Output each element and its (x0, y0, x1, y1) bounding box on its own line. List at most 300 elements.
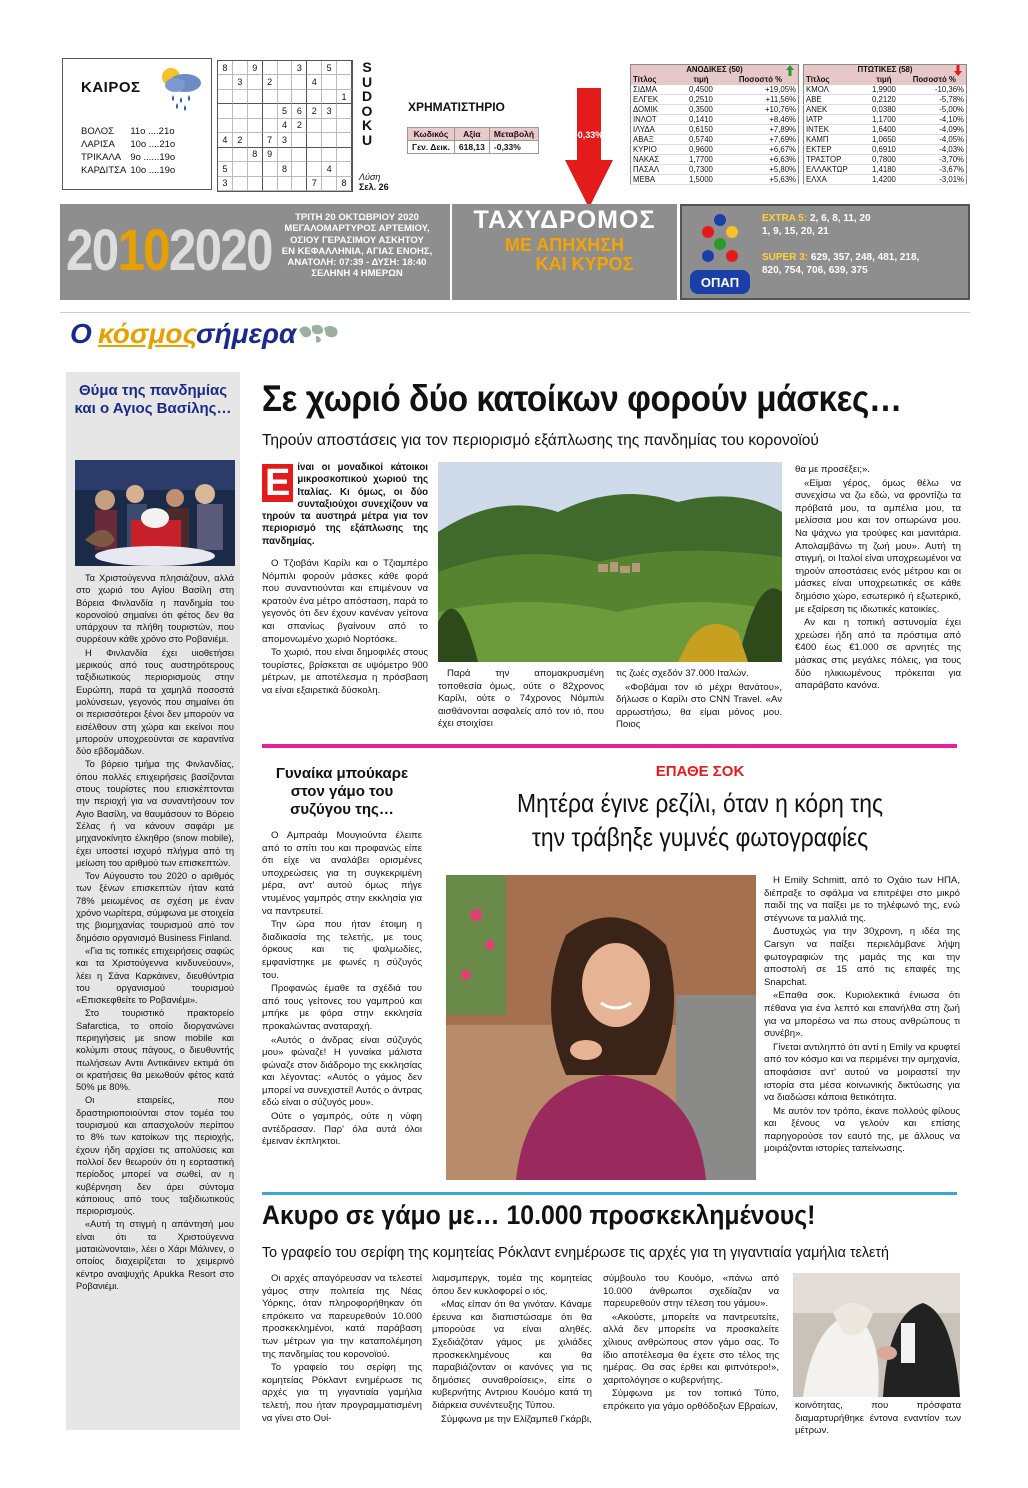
super3-label: SUPER 3: (762, 252, 809, 263)
wedding-article-column (262, 1273, 422, 1426)
percent-cell: +6,67% (723, 145, 799, 155)
percent-cell: -5,78% (903, 95, 967, 105)
ticker-cell: ΝΑΚΑΣ (631, 155, 679, 165)
paragraph: Την ώρα που ήταν έτοιμη η διαδικασία της τελετής, με τους όρκους και τις ψαλμωδίες, εμφανίστηκε με φωνές η σύζυγός του. (262, 919, 422, 981)
paragraph: Η Emily Schmitt, από το Οχάιο των ΗΠΑ, διέπραξε το σφάλμα να επιτρέψει στο μικρό παιδί της να παίξει με το τηλέφωνό της, ενώ στέγνωνε τα μαλλιά της. (764, 875, 960, 924)
sudoku-cell: 3 (322, 104, 337, 118)
sudoku-cell: 3 (278, 133, 293, 147)
wedding-subheadline: Το γραφείο του σερίφη της κομητείας Ρόκλαντ ενημέρωσε τις αρχές για τη γιγαντιαία γαμήλια τελετή (262, 1245, 889, 1261)
wedding-article-column (603, 1273, 779, 1415)
date-line: ΤΡΙΤΗ 20 ΟΚΤΩΒΡΙΟΥ 2020 (295, 212, 419, 223)
sudoku-letter: K (361, 117, 373, 133)
paragraph: «Μας είπαν ότι θα γινόταν. Κάναμε έρευνα και διαπιστώσαμε ότι θα μπορούσε να είναι αληθές. Σχεδιάζόταν γάμος με χιλιάδες προσκεκλημένους και θα παραβιάζονταν οι κανόνες για τις δημόσιες συναθροίσεις», είπε ο κυβερνήτης Αντριου Κουόμο κατά τη διάρκεια συνέντευξης Τύπου. (432, 1299, 592, 1411)
weather-title: ΚΑΙΡΟΣ (81, 79, 141, 96)
weather-row (81, 151, 179, 164)
percent-cell: -5,00% (903, 105, 967, 115)
sudoku-letter: O (361, 102, 373, 119)
price-cell: 0,6910 (865, 145, 902, 155)
paragraph: «Είμαι γέρος, όμως θέλω να συνεχίσω να ζω εδώ, να φροντίζω τα πρόβατά μου, τα αμπέλια μου, τα μελίσσια μου και τον οπωρώνα μου. Να ψάχνω για τρούφες και μανιτάρια. Απολαμβάνω τη ζωή μου». Αυτή τη στιγμή, οι Ιταλοί είναι υποχρεωμένοι να τηρούν αποστάσεις ενός μέτρου και οι μάσκες είναι υποχρεωτικές σε κάθε δημόσιο χώρο, εσωτερικό ή εξωτερικό, με εξαίρεση τις ιδιωτικές κατοικίες. (795, 477, 961, 615)
paragraph: Στο τουριστικό πρακτορείο Safarctica, το οποίο διοργανώνει περιηγήσεις με snow mobile και κολύμπι στους πάγους, ο διευθυντής πωλήσεων Αντιι Αντικάινεν εκτιμά ότι οι κρατήσεις θα μειωθούν φέτος κατά 50% με 80%. (76, 1008, 234, 1093)
wedding-article-column (432, 1273, 592, 1427)
paragraph: «Για τις τοπικές επιχειρήσεις σαφώς και τα Χριστούγεννα κινδυνεύουν», λέει η Σάνα Καρκάινεν, διευθύντρια του οργανισμού τουρισμού «Επισκεφθείτε το Ροβανιέμι». (76, 945, 234, 1006)
sudoku-cell (263, 61, 278, 75)
ticker-cell: ΑΝΕΚ (804, 105, 866, 115)
ticker-cell: ΕΛΓΕΚ (631, 95, 679, 105)
sudoku-cell (278, 61, 293, 75)
paragraph: Ο Αμπραάμ Μουγιούντα έλειπε από το σπίτι του και προφανώς είπε ότι είχε να αναλάβει ορισμένες υποχρεώσεις για τη συγκεκριμένη μέρα, αντ' αυτού όμως πήγε ντυμένος γαμπρός στην εκκλησία για να παντρευτεί. (262, 830, 422, 917)
percent-cell: -3,67% (903, 165, 967, 175)
price-cell: 1,4200 (865, 175, 902, 185)
sudoku-cell: 3 (218, 177, 233, 191)
date-line: ΣΕΛΗΝΗ 4 ΗΜΕΡΩΝ (311, 268, 403, 280)
lede-text: ίναι οι μοναδικοί κάτοικοι μικροσκοπικού χωριού της Ιταλίας. Κι όμως, οι δύο συνταξιούχοι συνεχίζουν να τηρούν τα αυστηρά μέτρα για τον περιορισμό της εξάπλωσης της πανδημίας. (262, 462, 428, 547)
loser-row (804, 85, 967, 95)
sudoku-cell (292, 148, 307, 162)
sudoku-cell (337, 133, 352, 147)
price-cell: 0,2510 (679, 95, 723, 105)
gainers-title: ΑΝΟΔΙΚΕΣ (50) (686, 65, 743, 75)
paragraph: «Επαθα σοκ. Κυριολεκτικά ένιωσα ότι πέθανα για ένα λεπτό και επανήλθα στη ζωή για να μπορέσω να πω στους ανθρώπους τι συνέβη». (764, 990, 960, 1040)
gainers-table (630, 64, 799, 185)
paragraph: τις ζωές σχεδόν 37.000 Ιταλών. (616, 668, 749, 679)
sudoku-cell (233, 148, 248, 162)
percent-cell: +6,63% (723, 155, 799, 165)
mountain-village-photo (438, 462, 782, 662)
santa-crowd-photo (75, 460, 235, 566)
temperature: 9ο ......19ο (130, 152, 176, 163)
sudoku-cell (248, 104, 263, 118)
sudoku-cell: 8 (337, 177, 352, 191)
ticker-cell: ΚΜΟΛ (804, 85, 866, 95)
extra5-numbers: 1, 9, 15, 20, 21 (762, 226, 829, 237)
ticker-cell: ΤΡΑΣΤΟΡ (804, 155, 866, 165)
ticker-cell: ΣΙΔΜΑ (631, 85, 679, 95)
sudoku-cell (233, 104, 248, 118)
sudoku-label (360, 60, 374, 147)
sudoku-cell: 4 (322, 162, 337, 176)
paragraph: Το χωριό, που είναι δημοφιλές στους τουρίστες, βρίσκεται σε υψόμετρο 900 μέτρων, με αποτέλεσμα η πρόσβαση να είναι εξαιρετικά δύσκολη. (262, 647, 428, 697)
paragraph: Το γραφείο του σερίφη της κομητείας Ρόκλαντ ενημέρωσε τις αρχές για τη γιγαντιαία γαμήλια τελετή, που ήταν προγραμματισμένη να γίνει στο Ουί- (262, 1362, 422, 1424)
header-code: Κωδικός (408, 128, 455, 141)
gainer-row (631, 175, 799, 185)
sudoku-cell (337, 75, 352, 89)
date-month: 10 (117, 218, 169, 283)
sudoku-cell: 5 (322, 61, 337, 75)
headline-line: την τράβηξε γυμνές φωτογραφίες (531, 822, 869, 852)
percent-cell: -4,05% (903, 135, 967, 145)
main-subheadline: Τηρούν αποστάσεις για τον περιορισμό εξάπλωσης της πανδημίας του κορονοϊού (262, 432, 819, 449)
sudoku-cell (292, 133, 307, 147)
sudoku-cell (322, 177, 337, 191)
percent-cell: -3,70% (903, 155, 967, 165)
paragraph: Ο Τζιοβάνι Καρίλι και ο Τζιαμπέρο Νόμπιλι φορούν μάσκες κάθε φορά που συναντιούνται και επιμένουν να κρατούν ένα μέτρο απόσταση, παρά το γεγονός ότι δεν έχουν κανέναν γείτονα και σπανίως βγαίνουν από το απομονωμένο χωριό Νορτόσκε. (262, 558, 428, 645)
index-name: Γεν. Δεικ. (408, 141, 455, 154)
extra5-numbers: 2, 6, 8, 11, 20 (809, 213, 871, 224)
sudoku-cell: 8 (278, 162, 293, 176)
sudoku-cell: 7 (263, 133, 278, 147)
losers-title: ΠΤΩΤΙΚΕΣ (58) (857, 65, 913, 75)
paragraph: θα με προσέξει;». (795, 464, 870, 475)
sudoku-cell: 8 (218, 61, 233, 75)
wedding-crash-headline: Γυναίκα μπούκαρε στον γάμο του συζύγου της… (275, 765, 409, 818)
loser-row (804, 125, 967, 135)
price-cell: 1,4180 (865, 165, 902, 175)
sudoku-cell (307, 90, 322, 104)
paragraph: Παρά την απομακρυσμένη τοποθεσία όμως, ούτε ο 82χρονος Καρίλι, ούτε ο 74χρονος Νόμπιλι αισθάνονται ασφαλείς από τον ιό, που έχει στοιχίσει (438, 668, 604, 730)
percent-cell: -3,01% (903, 175, 967, 185)
sudoku-cell (263, 177, 278, 191)
sudoku-cell (278, 90, 293, 104)
newspaper-name: ΤΑΧΥΔΡΟΜΟΣ (473, 206, 656, 234)
sudoku-cell (218, 75, 233, 89)
paragraph: Σύμφωνα με την Ελίζαμπεθ Γκάρβι, (441, 1413, 592, 1425)
paragraph: Με αυτόν τον τρόπο, έκανε πολλούς φίλους και ξένους να γελούν και επίσης παρηγορούσε τον εαυτό της, με άλλους να μοιράζονται ιστορίες ταπείνωσης. (764, 1105, 960, 1155)
percent-cell: -4,10% (903, 115, 967, 125)
world-map-icon (296, 322, 342, 346)
sudoku-cell (218, 148, 233, 162)
sudoku-cell: 1 (337, 90, 352, 104)
sudoku-cell (307, 162, 322, 176)
losers-table (803, 64, 967, 185)
sudoku-cell (263, 119, 278, 133)
paragraph: «Ακούστε, μπορείτε να παντρευτείτε, αλλά δεν μπορείτε να προσκαλείτε χίλιους ανθρώπους στον γάμο σας. Το ίδιο αποτέλεσμα θα έχετε στο τέλος της ημέρας. Θα σας έρθει και φιπνότερο!», χαριτολόγησε ο κυβερνήτης. (603, 1311, 779, 1386)
sudoku-cell (292, 90, 307, 104)
sudoku-cell: 2 (233, 133, 248, 147)
sudoku-cell: 7 (307, 177, 322, 191)
sudoku-solution-note (359, 172, 389, 192)
sudoku-cell: 3 (233, 75, 248, 89)
main-article-column (795, 464, 961, 694)
paragraph: λιαμσμπεργκ, τομέα της κομητείας όπου δεν κυκλοφορεί ο ιός. (432, 1273, 592, 1297)
gainer-row (631, 145, 799, 155)
sudoku-cell (233, 61, 248, 75)
percent-cell: -10,36% (903, 85, 967, 95)
weather-table (81, 125, 179, 177)
wedding-photo-caption (795, 1400, 961, 1439)
loser-row (804, 145, 967, 155)
down-arrow-small-icon (954, 65, 962, 76)
gainer-row (631, 135, 799, 145)
sudoku-cell: 2 (292, 119, 307, 133)
section-word: σήμερα (196, 318, 297, 349)
article-divider (262, 1192, 957, 1195)
price-cell: 0,2120 (865, 95, 902, 105)
paragraph: σύμβουλο του Κουόμο, «πάνω από 10.000 άνθρωποι σχεδίαζαν να παρευρεθούν στην τέλεση του γάμου». (603, 1273, 779, 1310)
header-change: Μεταβολή (489, 128, 538, 141)
section-header (60, 312, 310, 362)
temperature: 10ο ....19ο (130, 165, 176, 176)
temperature: 11ο ....21ο (130, 126, 175, 137)
col-title: Τίτλος (804, 75, 866, 85)
ticker-cell: ΕΛΧΑ (804, 175, 866, 185)
sudoku-cell (337, 162, 352, 176)
sudoku-cell (337, 61, 352, 75)
newspaper-slogan (452, 236, 677, 274)
date-line: ΑΝΑΤΟΛΗ: 07:39 - ΔΥΣΗ: 18:40 (287, 257, 427, 269)
woman-portrait-photo (446, 875, 756, 1180)
price-cell: 0,0380 (865, 105, 902, 115)
sudoku-cell (337, 148, 352, 162)
sudoku-letter: U (361, 73, 373, 90)
percent-cell: +19,05% (723, 85, 799, 95)
sudoku-letter: S (362, 59, 372, 75)
sudoku-cell (248, 162, 263, 176)
sudoku-cell (263, 162, 278, 176)
sudoku-cell (322, 119, 337, 133)
sudoku-letter: U (361, 131, 373, 148)
ticker-cell: ΜΕΒΑ (631, 175, 679, 185)
header-value: Αξία (454, 128, 489, 141)
percent-cell: +5,80% (723, 165, 799, 175)
date-line: ΟΣΙΟΥ ΓΕΡΑΣΙΜΟΥ ΑΣΚΗΤΟΥ (290, 234, 424, 246)
lottery-results (762, 212, 919, 277)
ticker-cell: ΚΥΡΙΟ (631, 145, 679, 155)
sudoku-cell (278, 177, 293, 191)
price-cell: 0,5740 (679, 135, 723, 145)
weather-box (62, 58, 212, 190)
city-name: ΚΑΡΔΙΤΣΑ (81, 165, 127, 176)
date-day: 20 (66, 218, 118, 283)
ticker-cell: ΑΒΕ (804, 95, 866, 105)
ticker-cell: ΕΚΤΕΡ (804, 145, 866, 155)
wedding-headline: Ακυρο σε γάμο με… 10.000 προσκεκλημένους! (262, 1200, 816, 1230)
sudoku-cell: 5 (278, 104, 293, 118)
mother-article-body (764, 875, 960, 1157)
sudoku-cell: 9 (263, 148, 278, 162)
headline-line: Μητέρα έγινε ρεζίλι, όταν η κόρη της (517, 788, 883, 818)
city-name: ΛΑΡΙΣΑ (81, 139, 115, 150)
loser-row (804, 175, 967, 185)
loser-row (804, 115, 967, 125)
sudoku-cell (292, 177, 307, 191)
percent-cell: +10,76% (723, 105, 799, 115)
caption-text: κοινότητας, που πρόσφατα διαμαρτυρήθηκε έντονα εναντίον των μέτρων. (795, 1400, 961, 1437)
sudoku-cell: 3 (292, 61, 307, 75)
ticker-cell: ΙΛΥΔΑ (631, 125, 679, 135)
price-cell: 0,4500 (679, 85, 723, 95)
wedding-couple-photo (793, 1273, 960, 1397)
percent-cell: +5,63% (723, 175, 799, 185)
ticker-cell: ΙΑΤΡ (804, 115, 866, 125)
sudoku-cell: 5 (218, 162, 233, 176)
solution-label: Λύση (359, 172, 381, 182)
sudoku-cell: 4 (218, 133, 233, 147)
price-cell: 1,7700 (679, 155, 723, 165)
sudoku-cell (322, 133, 337, 147)
date-line: ΜΕΓΑΛΟΜΑΡΤΥΡΟΣ ΑΡΤΕΜΙΟΥ, (284, 223, 430, 235)
main-article-column (438, 668, 604, 732)
loser-row (804, 105, 967, 115)
sudoku-cell: 6 (292, 104, 307, 118)
ticker-cell: ΑΒΑΞ (631, 135, 679, 145)
paragraph: Δυστυχώς για την 30χρονη, η ιδέα της Carsyn να παίξει περιελάμβανε λήψη φωτογραφιών της μαμάς της και την αποστολή σε 15 από τις επαφές της Snapchat. (764, 926, 960, 988)
percent-cell: -4,09% (903, 125, 967, 135)
super3-numbers: 629, 357, 248, 481, 218, (810, 252, 920, 263)
paragraph: Τα Χριστούγεννα πλησιάζουν, αλλά στο χωριό του Αγίου Βασίλη στη Βόρεια Φινλανδία η πανδημία του κορονοϊού σημαίνει ότι φέτος δεν θα υπάρχουν τα πλήθη τουριστών, που συρρέουν κάθε χρόνο στο Ροβανιέμι. (76, 573, 234, 645)
price-cell: 1,1700 (865, 115, 902, 125)
sudoku-cell (218, 119, 233, 133)
paragraph: «Αυτή τη στιγμή η απάντησή μου είναι ότι τα Χριστούγεννα ματαιώνονται», λέει ο Χάρι Μάλινεν, ο οποίος διαχειρίζεται το χειμερινό κέντρο αναψυχής Apukka Resort στο Ροβανιέμι. (76, 1219, 234, 1291)
sudoku-cell (248, 177, 263, 191)
price-cell: 0,3500 (679, 105, 723, 115)
sudoku-cell (233, 90, 248, 104)
index-value: 618,13 (454, 141, 489, 154)
sudoku-cell (292, 75, 307, 89)
article-divider (262, 744, 957, 748)
paragraph: «Φοβάμαι τον ιό μέχρι θανάτου», δήλωσε ο Καρίλι στο CNN Travel. «Αν αρρωστήσω, θα είμαι μόνος μου. Ποιος (616, 681, 782, 731)
col-percent: Ποσοστό % (903, 75, 967, 85)
extra5-label: EXTRA 5: (762, 213, 808, 224)
sudoku-cell (337, 119, 352, 133)
sudoku-cell (322, 148, 337, 162)
loser-row (804, 165, 967, 175)
sudoku-cell (233, 119, 248, 133)
sidebar-article-title: Θύμα της πανδημίας και ο Αγιος Βασίλης… (74, 382, 232, 417)
sudoku-cell (322, 90, 337, 104)
wedding-crash-body (262, 830, 422, 1150)
sudoku-cell: 2 (263, 75, 278, 89)
percent-cell: -4,03% (903, 145, 967, 155)
percent-cell: +8,46% (723, 115, 799, 125)
city-name: ΒΟΛΟΣ (81, 126, 114, 137)
sudoku-cell: 2 (307, 104, 322, 118)
section-word: κόσμος (98, 318, 198, 349)
main-article-column (262, 462, 428, 699)
price-cell: 0,6150 (679, 125, 723, 135)
sudoku-cell: 9 (248, 61, 263, 75)
percent-cell: +11,56% (723, 95, 799, 105)
sudoku-cell (337, 104, 352, 118)
sudoku-cell: 4 (278, 119, 293, 133)
super3-numbers: 820, 754, 706, 639, 375 (762, 265, 868, 276)
paragraph: Οι εταιρείες, που δραστηριοποιούνται στον τομέα του τουρισμού και απασχολούν περίπου το 8% των κατοίκων της περιοχής, έχουν ήδη αρχίσει τις απολύσεις και πολλοί δεν θεωρούν ότι η εορταστική περίοδος μπορεί να σωθεί, αν η κυβέρνηση δεν άρει σύντομα κάποιους από τους ταξιδιωτικούς περιορισμούς. (76, 1095, 234, 1217)
percent-cell: +7,89% (723, 125, 799, 135)
rain-cloud-icon (155, 65, 207, 113)
sudoku-cell: 4 (307, 75, 322, 89)
col-title: Τίτλος (631, 75, 679, 85)
slogan-line: ΜΕ ΑΠΗΧΗΣΗ (504, 235, 625, 255)
ticker-cell: ΙΝΤΕΚ (804, 125, 866, 135)
paragraph: Σύμφωνα με τον τοπικό Τύπο, επρόκειτο για γάμο ορθόδοξων Εβραίων, (603, 1388, 779, 1412)
ticker-cell: ΠΑΣΑΛ (631, 165, 679, 175)
sudoku-cell (218, 104, 233, 118)
drop-cap: Ε (262, 464, 293, 502)
gainer-row (631, 115, 799, 125)
weather-row (81, 138, 179, 151)
sudoku-letter: D (361, 88, 373, 104)
mother-headline (471, 786, 929, 854)
sudoku-cell: 8 (248, 148, 263, 162)
sidebar-article-body (76, 572, 234, 1293)
col-percent: Ποσοστό % (723, 75, 799, 85)
price-cell: 0,1410 (679, 115, 723, 125)
price-cell: 0,7300 (679, 165, 723, 175)
main-article-column (616, 668, 782, 733)
sudoku-grid (217, 60, 353, 192)
paragraph: Το βόρειο τμήμα της Φινλανδίας, όπου πολλές επιχειρήσεις βασίζονται στους τουρίστες που επισκέπτονται την περιοχή για να συναντήσουν τον Αγιο Βασίλη, να θαυμάσουν το Βόρειο Σέλας ή να κάνουν σαφάρι με μηχανοκίνητο έλκηθρο (snow mobile), έχει υποστεί ισχυρό πλήγμα από τη μείωση του αριθμού των επισκεπτών. (76, 759, 234, 868)
sudoku-cell (322, 75, 337, 89)
article-kicker: ΕΠΑΘΕ ΣΟΚ (655, 763, 745, 780)
opap-logo-text: ΟΠΑΠ (700, 275, 740, 290)
paragraph: Ούτε ο γαμπρός, ούτε η νύφη αντέδρασαν. Παρ' όλα αυτά όλοι έμειναν έκπληκτοι. (262, 1111, 422, 1148)
sudoku-cell (248, 90, 263, 104)
loser-row (804, 155, 967, 165)
ticker-cell: ΙΝΛΟΤ (631, 115, 679, 125)
section-word: Ο (70, 318, 92, 349)
down-arrow-icon (565, 88, 613, 208)
price-cell: 1,9900 (865, 85, 902, 95)
date-details (268, 212, 446, 280)
sudoku-cell (218, 90, 233, 104)
gainer-row (631, 95, 799, 105)
stock-market-title: ΧΡΗΜΑΤΙΣΤΗΡΙΟ (408, 100, 505, 114)
price-cell: 0,7800 (865, 155, 902, 165)
paragraph: Αν και η τοπική αστυνομία έχει χρεώσει ήδη από τα πρόστιμα από €400 έως €1.000 σε αρνητές της μάσκας στις μεγάλες πόλεις, για τους δύο ηλικιωμένους πρόκειται για απαράβατο κανόνα. (795, 617, 961, 692)
loser-row (804, 135, 967, 145)
sudoku-cell (307, 119, 322, 133)
sudoku-cell (307, 133, 322, 147)
paragraph: Οι αρχές απαγόρευσαν να τελεστεί γάμος στην πολιτεία της Νέας Υόρκης, όταν πληροφορήθηκαν ότι επρόκειτο να παρευρεθούν 10.000 προσκεκλημένοι, κατά παράβαση των μέτρων για την καταπολέμηση της πανδημίας του κορονοϊού. (262, 1273, 422, 1360)
paragraph: Προφανώς έμαθε τα σχέδιά του από τους γείτονες του γαμπρού και μπήκε με φόρα στην εκκλησία προκαλώντας αναταραχή. (262, 983, 422, 1032)
ticker-cell: ΔΟΜΙΚ (631, 105, 679, 115)
ticker-cell: ΕΛΛΑΚΤΩΡ (804, 165, 866, 175)
issue-date (66, 212, 272, 290)
sudoku-cell (292, 162, 307, 176)
slogan-line: ΚΑΙ ΚΥΡΟΣ (535, 254, 634, 274)
sudoku-cell (233, 162, 248, 176)
sudoku-cell (278, 148, 293, 162)
main-headline: Σε χωριό δύο κατοίκων φορούν μάσκες… (262, 378, 902, 419)
sudoku-cell (263, 90, 278, 104)
sudoku-cell (307, 61, 322, 75)
weather-row (81, 164, 179, 177)
sudoku-cell (263, 104, 278, 118)
gainer-row (631, 125, 799, 135)
sudoku-cell (248, 75, 263, 89)
percent-cell: +7,69% (723, 135, 799, 145)
opap-logo-icon (688, 210, 752, 298)
up-arrow-icon (786, 65, 794, 76)
sudoku-cell (307, 148, 322, 162)
gainer-row (631, 165, 799, 175)
sudoku-cell (233, 177, 248, 191)
sudoku-cell (248, 133, 263, 147)
main-article-lede (262, 462, 428, 548)
weather-row (81, 125, 179, 138)
paragraph: «Αυτός ο άνδρας είναι σύζυγός μου» φώναζε! Η γυναίκα μάλιστα φώναζε στον διάδρομο της εκκλησίας και λέγοντας: «Αυτός ο γάμος δεν μπορεί να συνεχιστεί! Αυτός ο άντρας εδώ είναι ο σύζυγός μου». (262, 1034, 422, 1109)
loser-row (804, 95, 967, 105)
price-cell: 0,9600 (679, 145, 723, 155)
paragraph: Η Φινλανδία έχει υιοθετήσει μερικούς από τους αυστηρότερους ταξιδιωτικούς περιορισμούς στην Ευρώπη, παρά τα χαμηλά ποσοστά μολύνσεων, γεγονός που σημαίνει ότι οι περισσότεροι ξένοι δεν μπορούν να εισέλθουν στη χώρα και εκείνοι που μπορούν υποχρεούνται σε καραντίνα δύο εβδομάδων. (76, 647, 234, 757)
col-price: τιμή (679, 75, 723, 85)
date-line: ΕΝ ΚΕΦΑΛΛΗΝΙΑ, ΑΓΙΑΣ ΕΝΟΗΣ, (281, 245, 433, 257)
gainer-row (631, 155, 799, 165)
gainer-row (631, 85, 799, 95)
price-cell: 1,0650 (865, 135, 902, 145)
sudoku-cell (278, 75, 293, 89)
date-year: 2020 (168, 218, 272, 283)
col-price: τιμή (865, 75, 902, 85)
city-name: ΤΡΙΚΑΛΑ (81, 152, 122, 163)
sudoku-cell (248, 119, 263, 133)
temperature: 10ο ....21ο (130, 139, 176, 150)
index-change-badge: -0,33% (574, 130, 604, 140)
ticker-cell: ΚΑΜΠ (804, 135, 866, 145)
price-cell: 1,5000 (679, 175, 723, 185)
index-table (407, 127, 539, 154)
solution-page: Σελ. 26 (359, 182, 389, 192)
index-change: -0,33% (489, 141, 538, 154)
